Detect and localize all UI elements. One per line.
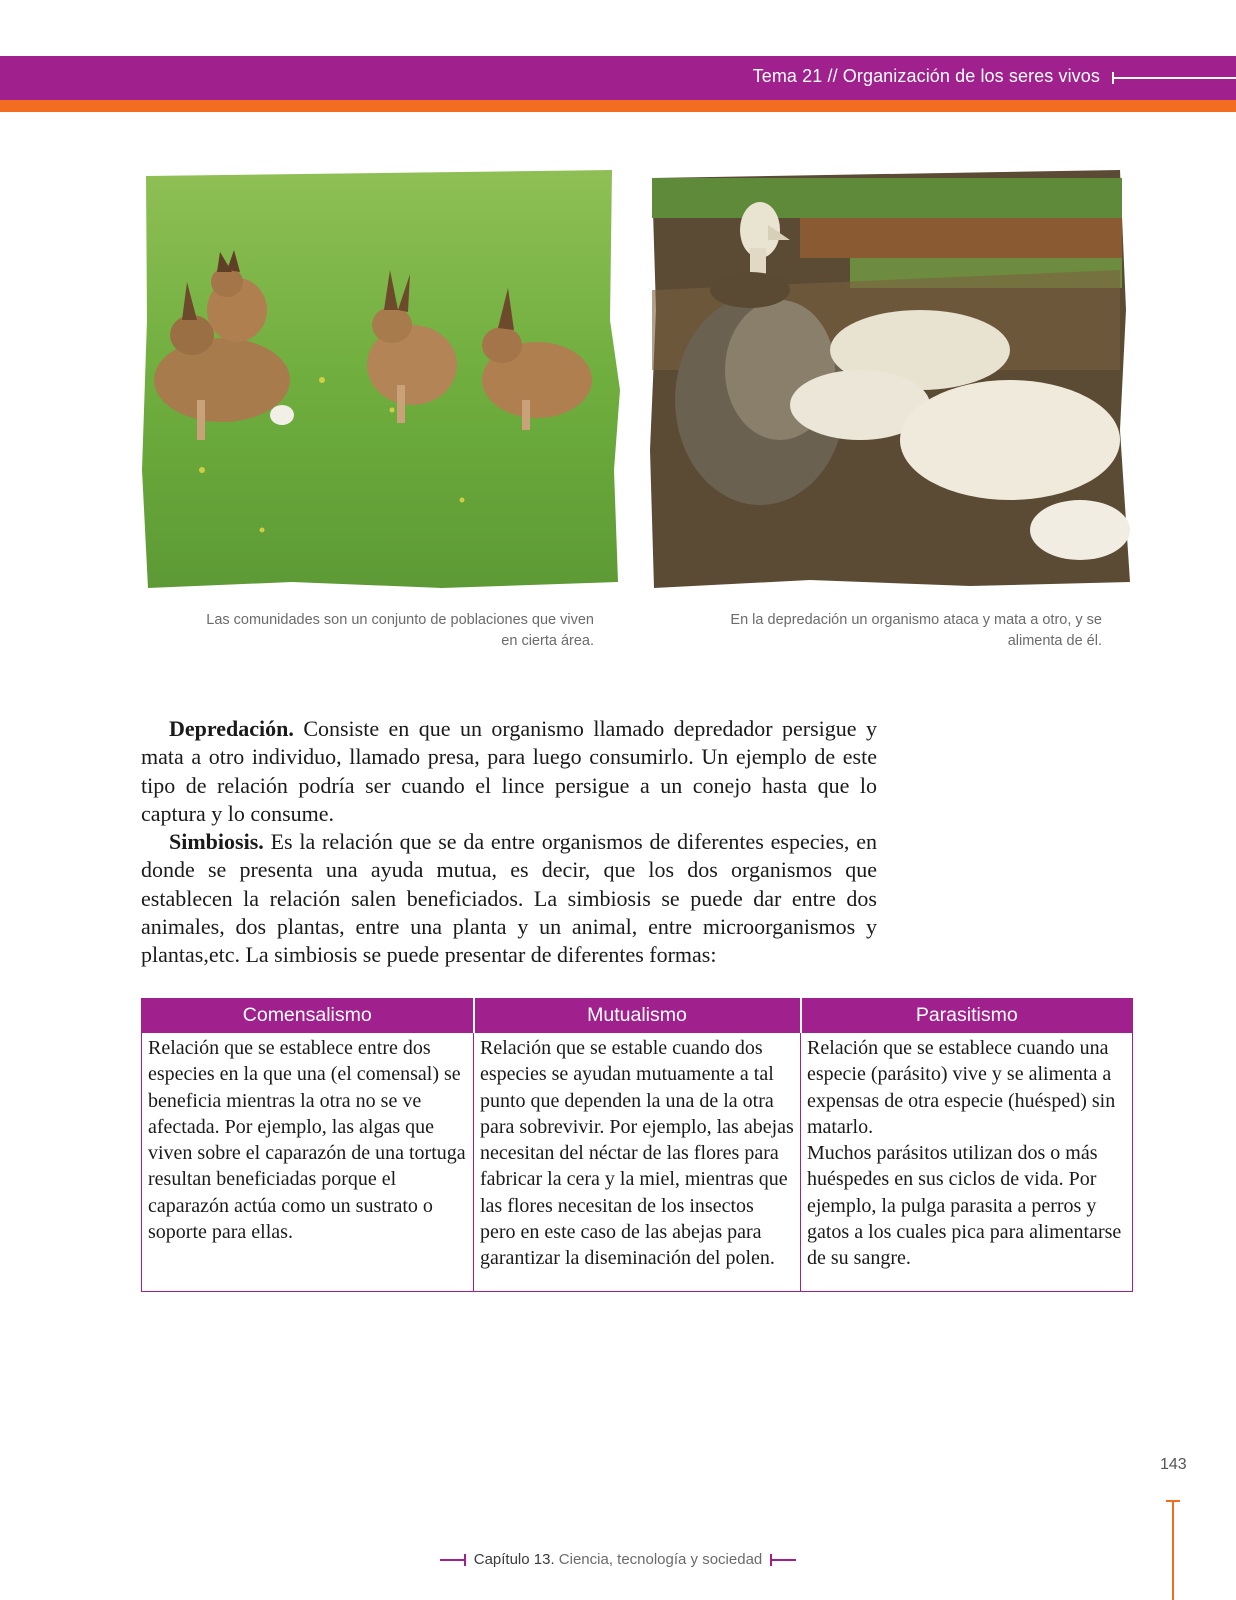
comensalismo-description: Relación que se establece entre dos especies en la que una (el comensal) se beneficia mientras la otra no se ve afectada. Por ejemplo, las algas que viven sobre el caparazón de una tortuga resultan beneficiadas porque el caparazón actúa como un sustrato o soporte para ellas. xyxy=(148,1037,466,1244)
chapter-label: Capítulo 13. xyxy=(473,1551,555,1568)
chapter-title: Ciencia, tecnología y sociedad xyxy=(554,1551,763,1568)
cell-parasitismo xyxy=(801,1033,1133,1292)
header-parasitismo: Parasitismo xyxy=(801,998,1133,1033)
hares-illustration xyxy=(142,170,620,594)
cell-mutualismo xyxy=(474,1033,801,1292)
main-text xyxy=(141,715,877,970)
footer-rule-left xyxy=(440,1559,466,1561)
header-mutualismo: Mutualismo xyxy=(474,998,801,1033)
vulture-illustration xyxy=(650,170,1130,594)
margin-rule xyxy=(1172,1500,1174,1600)
header-accent-stripe xyxy=(0,100,1236,112)
header-comensalismo: Comensalismo xyxy=(142,998,474,1033)
hares-photo xyxy=(142,170,620,594)
vulture-photo xyxy=(650,170,1130,594)
depredacion-term: Depredación. xyxy=(169,716,294,741)
depredacion-definition: Consiste en que un organismo llamado depredador persigue y mata a otro individuo, llamado presa, para luego consumirlo. Un ejemplo de este tipo de relación podría ser cuando el lince persigue a un conejo hasta que lo captura y lo consume. xyxy=(141,716,877,826)
symbiosis-types-table xyxy=(141,998,1133,1292)
page-number: 143 xyxy=(1160,1456,1187,1473)
depredacion-paragraph xyxy=(141,715,877,828)
cell-comensalismo xyxy=(142,1033,474,1292)
header-rule xyxy=(1112,77,1236,79)
vulture-caption: En la depredación un organismo ataca y mata a otro, y se alimenta de él. xyxy=(730,612,1102,649)
simbiosis-paragraph xyxy=(141,828,877,969)
simbiosis-definition: Es la relación que se da entre organismos de diferentes especies, en donde se presenta una ayuda mutua, es decir, que los dos organismos que establecen la relación salen beneficiados. La simbiosis se puede dar entre dos animales, dos plantas, entre una planta y un animal, entre microorganismos y plantas,etc. La simbiosis se puede presentar de diferentes formas: xyxy=(141,829,877,968)
hares-caption: Las comunidades son un conjunto de poblaciones que viven en cierta área. xyxy=(206,612,594,649)
simbiosis-term: Simbiosis. xyxy=(169,829,264,855)
table-header-row xyxy=(142,998,1133,1033)
table-row xyxy=(142,1033,1133,1292)
chapter-footer xyxy=(0,1551,1236,1568)
header-rule-cap xyxy=(1112,72,1114,84)
parasitismo-description: Relación que se establece cuando una especie (parásito) vive y se alimenta a expensas de otra especie (huésped) sin matarlo. Muchos parásitos utilizan dos o más huéspedes en sus ciclos de vida. Por ejemplo, la pulga parasita a perros y gatos a los cuales pica para alimentarse de su sangre. xyxy=(807,1037,1122,1270)
mutualismo-description: Relación que se estable cuando dos especies se ayudan mutuamente a tal punto que dependen la una de la otra para sobrevivir. Por ejemplo, las abejas necesitan del néctar de las flores para fabricar la cera y la miel, mientras que las flores necesitan de los insectos pero en este caso de las abejas para garantizar la diseminación del polen. xyxy=(480,1037,794,1270)
page-topic-title: Tema 21 // Organización de los seres vivos xyxy=(752,66,1100,86)
footer-rule-right xyxy=(770,1559,796,1561)
